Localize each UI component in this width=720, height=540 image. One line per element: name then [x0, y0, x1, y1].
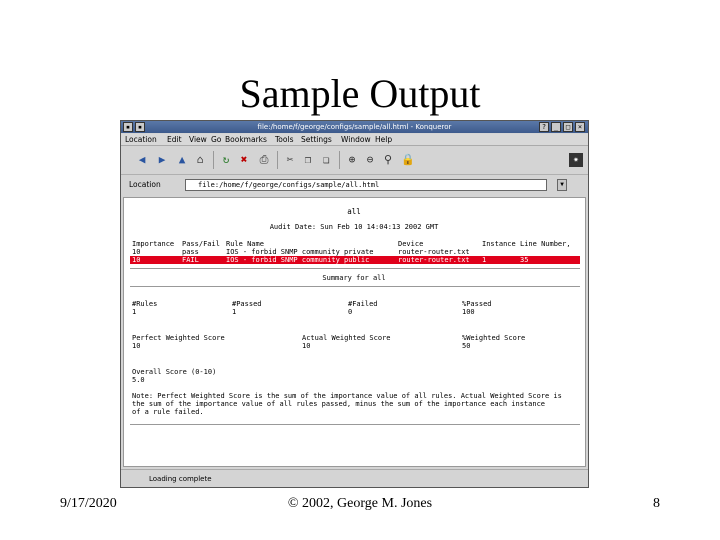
slide-title: Sample Output	[239, 71, 481, 116]
toolbar-separator	[213, 151, 214, 169]
summary-passed-label: #Passed	[232, 300, 262, 308]
column-pass-fail: Pass/Fail	[182, 240, 220, 248]
summary-rules-label: #Rules	[132, 300, 158, 308]
summary-failed-value: 0	[348, 308, 353, 316]
location-bar	[121, 177, 588, 193]
actual-score-value: 10	[302, 342, 311, 350]
forward-icon[interactable]: ▶	[158, 153, 166, 166]
sticky-icon[interactable]: ▪	[135, 122, 145, 132]
throbber-icon: ✷	[569, 153, 583, 167]
actual-score-label: Actual Weighted Score	[302, 334, 391, 342]
row-pass-fail: FAIL	[182, 256, 199, 264]
title-bar[interactable]	[121, 121, 588, 133]
row-instance: 1	[482, 256, 487, 264]
minimize-button[interactable]: _	[551, 122, 561, 132]
row-importance: 10	[132, 248, 141, 256]
menu-settings[interactable]: Settings	[301, 135, 332, 144]
summary-rules-value: 1	[132, 308, 137, 316]
menu-tools[interactable]: Tools	[275, 135, 294, 144]
window-menu-icon[interactable]: ▪	[123, 122, 133, 132]
report-heading: all	[347, 207, 361, 216]
menu-view[interactable]: View	[189, 135, 207, 144]
location-dropdown-button[interactable]: ▼	[557, 179, 567, 191]
maximize-button[interactable]: □	[563, 122, 573, 132]
status-bar	[121, 469, 588, 487]
menu-bar	[121, 134, 588, 146]
column-instance: Instance	[482, 240, 516, 248]
row-importance: 10	[132, 256, 141, 264]
perfect-score-label: Perfect Weighted Score	[132, 334, 225, 342]
stop-icon[interactable]: ✖	[240, 153, 248, 166]
location-label: Location	[129, 180, 161, 189]
menu-edit[interactable]: Edit	[167, 135, 182, 144]
reload-icon[interactable]: ↻	[222, 153, 230, 166]
divider	[130, 424, 580, 425]
summary-percent-label: %Passed	[462, 300, 492, 308]
score-note: of a rule failed.	[132, 408, 204, 416]
overall-score-value: 5.0	[132, 376, 145, 384]
cut-icon[interactable]: ✂	[286, 153, 294, 166]
table-row	[124, 256, 584, 264]
score-note: the sum of the importance value of all rules passed, minus the sum of the importance each instance	[132, 400, 546, 408]
weighted-percent-value: 50	[462, 342, 471, 350]
row-line-number: 35	[520, 256, 529, 264]
audit-date: Audit Date: Sun Feb 10 14:04:13 2002 GMT	[269, 223, 439, 231]
divider	[130, 268, 580, 269]
weighted-percent-label: %Weighted Score	[462, 334, 526, 342]
row-pass-fail: pass	[182, 248, 199, 256]
close-button[interactable]: ×	[575, 122, 585, 132]
row-rule-name: IOS - forbid SNMP community public	[226, 256, 370, 264]
column-device: Device	[398, 240, 424, 248]
overall-score-label: Overall Score (0-10)	[132, 368, 217, 376]
row-rule-name: IOS - forbid SNMP community private	[226, 248, 374, 256]
zoom-in-icon[interactable]: ⊕	[348, 153, 356, 166]
zoom-out-icon[interactable]: ⊖	[366, 153, 374, 166]
footer-date: 9/17/2020	[60, 496, 117, 511]
toolbar-separator	[277, 151, 278, 169]
up-icon[interactable]: ▲	[178, 153, 186, 166]
help-button[interactable]: ?	[539, 122, 549, 132]
column-rule-name: Rule Name	[226, 240, 264, 248]
browser-window	[120, 120, 589, 488]
table-row	[124, 248, 584, 256]
column-line-number: Line Number,	[520, 240, 571, 248]
menu-location[interactable]: Location	[125, 135, 157, 144]
score-note: Note: Perfect Weighted Score is the sum of the importance value of all rules. Actual Weighted Score is	[132, 392, 562, 400]
footer-copyright: © 2002, George M. Jones	[287, 496, 433, 511]
page-content	[123, 197, 586, 467]
print-icon[interactable]: ⎙	[259, 153, 269, 166]
menu-window[interactable]: Window	[341, 135, 371, 144]
find-icon[interactable]: ⚲	[383, 153, 393, 166]
menu-help[interactable]: Help	[375, 135, 393, 144]
toolbar-separator	[339, 151, 340, 169]
menu-bookmarks[interactable]: Bookmarks	[225, 135, 267, 144]
row-device: router-router.txt	[398, 248, 470, 256]
home-icon[interactable]: ⌂	[196, 153, 204, 166]
back-icon[interactable]: ◀	[138, 153, 146, 166]
summary-passed-value: 1	[232, 308, 237, 316]
summary-percent-value: 100	[462, 308, 475, 316]
row-device: router-router.txt	[398, 256, 470, 264]
window-title: file:/home/f/george/configs/sample/all.html - Konqueror	[257, 123, 452, 131]
location-input[interactable]: file:/home/f/george/configs/sample/all.html	[185, 179, 547, 191]
summary-title: Summary for all	[322, 274, 386, 282]
menu-go[interactable]: Go	[211, 135, 222, 144]
summary-failed-label: #Failed	[348, 300, 378, 308]
toolbar	[121, 147, 588, 175]
divider	[130, 286, 580, 287]
perfect-score-value: 10	[132, 342, 141, 350]
footer-page-number: 8	[653, 496, 660, 511]
paste-icon[interactable]: ❏	[322, 153, 330, 166]
security-icon[interactable]: 🔒	[401, 153, 415, 166]
column-importance: Importance	[132, 240, 175, 248]
status-text: Loading complete	[149, 475, 212, 483]
copy-icon[interactable]: ❐	[304, 153, 312, 166]
